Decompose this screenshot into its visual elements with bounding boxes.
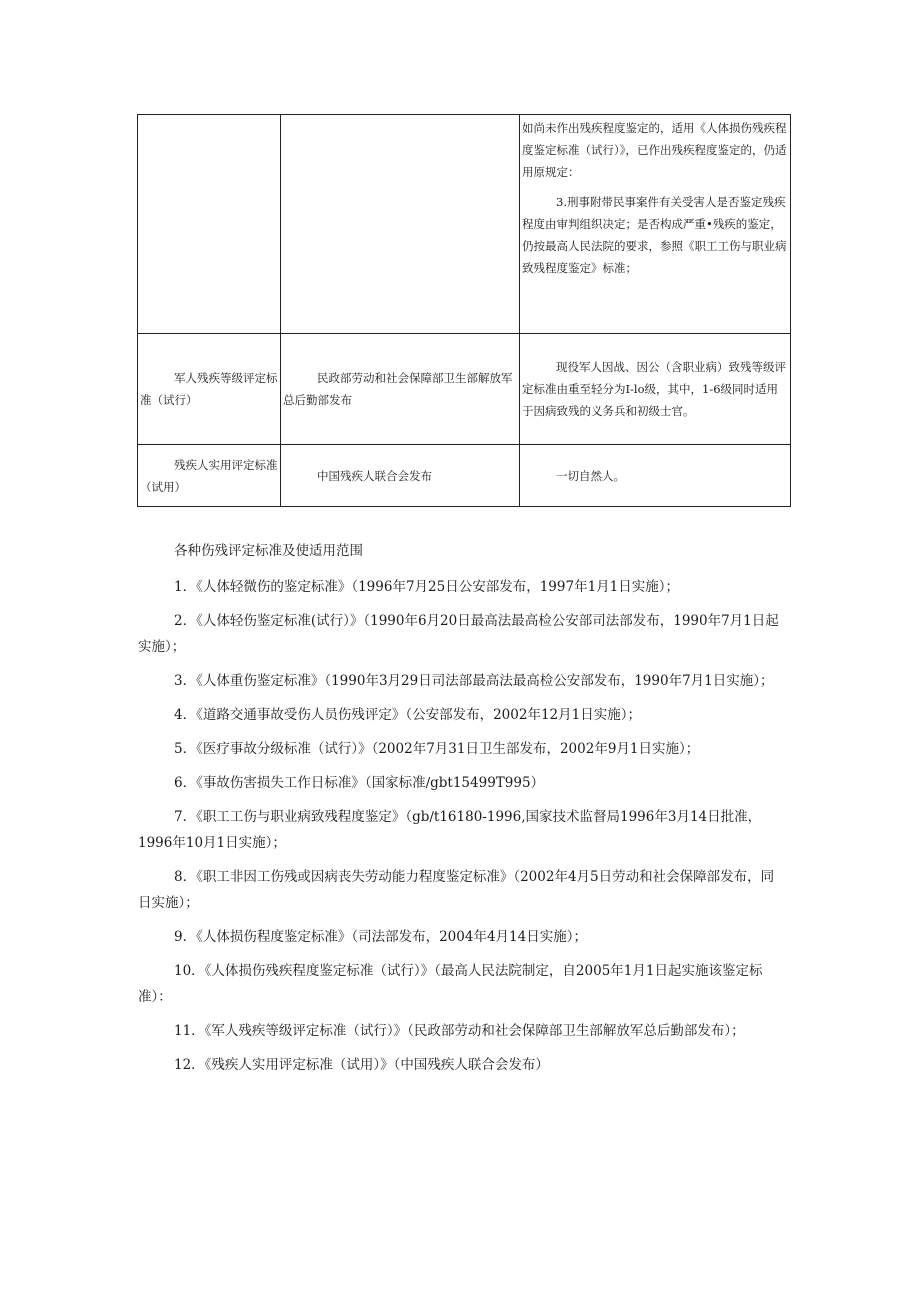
list-item: 11．《军人残疾等级评定标准（试行）》（民政部劳动和社会保障部卫生部解放军总后勤部发布）； [174,1023,745,1039]
section-heading: 各种伤残评定标准及使适用范围 [174,543,363,559]
table-cell [138,445,281,507]
table-cell [520,334,791,445]
cell-paragraph: 3.刑事附带民事案件有关受害人是否鉴定残疾程度由审判组织决定；是否构成严重•残疾的鉴定，仍按最高人民法院的要求，参照《职工工伤与职业病致残程度鉴定》标准； [522,195,787,275]
list-item: 9．《人体损伤程度鉴定标准》（司法部发布，2004年4月14日实施）； [174,929,587,945]
table-cell [281,334,520,445]
list-item: 4．《道路交通事故受伤人员伤残评定》（公安部发布，2002年12月1日实施）； [174,707,641,723]
table-row [138,334,791,445]
cell-paragraph: 现役军人因战、因公（含职业病）致残等级评定标准由重至轻分为I-lo级，其中，1-6级同时适用于因病致残的义务兵和初级士官。 [522,360,786,418]
table-row [138,115,791,334]
standards-table [137,114,791,507]
cell-paragraph: 民政部劳动和社会保障部卫生部解放军总后勤部发布 [283,371,513,407]
list-item: 8．《职工非因工伤残或因病丧失劳动能力程度鉴定标准》（2002年4月5日劳动和社会保障部发布，同日实施）； [138,869,775,911]
list-item: 1．《人体轻微伤的鉴定标准》（1996年7月25日公安部发布，1997年1月1日实施）； [174,579,679,595]
list-item: 3．《人体重伤鉴定标准》（1990年3月29日司法部最高法最高检公安部发布，1990年7月1日实施）； [174,673,774,689]
cell-paragraph: 残疾人实用评定标准（试用） [140,457,278,494]
cell-paragraph: 中国残疾人联合会发布 [317,468,432,483]
cell-paragraph: 军人残疾等级评定标准（试行） [140,371,278,407]
list-item: 7．《职工工伤与职业病致残程度鉴定》（gb∕t16180-1996,国家技术监督局1996年3月14日批准，1996年10月1日实施）； [138,809,762,851]
table-cell [520,115,791,334]
cell-paragraph: 如尚未作出残疾程度鉴定的，适用《人体损伤残疾程度鉴定标准（试行）》，已作出残疾程度鉴定的，仍适用原规定： [522,121,787,179]
cell-paragraph: 一切自然人。 [556,468,625,483]
table-row [138,445,791,507]
list-item: 12．《残疾人实用评定标准（试用）》（中国残疾人联合会发布） [174,1057,549,1073]
list-item: 2．《人体轻伤鉴定标准(试行）》（1990年6月20日最高法最高检公安部司法部发布，1990年7月1日起实施）； [138,613,779,655]
table-cell [281,445,520,507]
standards-list-section [138,538,784,1086]
table-cell [138,115,281,334]
table-cell [520,445,791,507]
table-cell [138,334,281,445]
table-cell [281,115,520,334]
list-item: 10．《人体损伤残疾程度鉴定标准（试行）》（最高人民法院制定，自2005年1月1日起实施该鉴定标准）： [138,963,763,1005]
list-item: 5．《医疗事故分级标准（试行）》（2002年7月31日卫生部发布，2002年9月1日实施）； [174,741,700,757]
list-item: 6．《事故伤害损失工作日标准》（国家标准∕gbt15499T995） [174,775,545,791]
